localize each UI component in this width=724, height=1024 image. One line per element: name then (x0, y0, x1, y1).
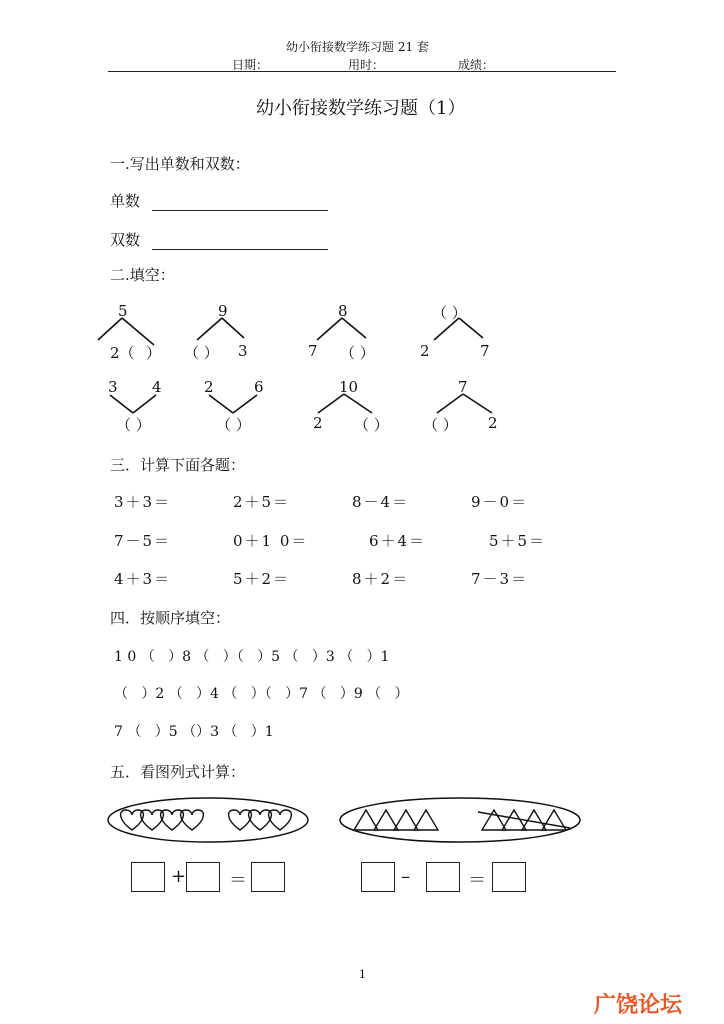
page-title: 幼小衔接数学练习题（1） (256, 98, 466, 119)
calc-r1-c3: 8－4＝ (352, 493, 410, 511)
calc-r2-c2: 0＋1 0＝ (233, 532, 309, 550)
sequence-row-1: 1 0 （ ）8 （ ）（ ）5 （ ）3 （ ）1 (114, 649, 390, 665)
tree6-left-top: 2 (204, 378, 214, 396)
heart-icon (181, 810, 204, 830)
tree8-right: 2 (488, 414, 498, 432)
tree4-top: （ ） (432, 304, 467, 322)
equals-sign-2: ＝ (468, 870, 486, 891)
page-number: 1 (359, 968, 366, 981)
tree5-left-top: 3 (108, 378, 118, 396)
tree7-left: 2 (313, 414, 323, 432)
heart-icon (269, 810, 292, 830)
tree3-top: 8 (338, 302, 348, 320)
calc-r2-c4: 5＋5＝ (489, 532, 547, 550)
minus-sign: – (401, 866, 410, 887)
answer-box-2b[interactable] (426, 862, 460, 892)
section1-title: 一.写出单数和双数： (110, 155, 250, 173)
date-label: 日期： (232, 58, 269, 72)
section4-title: 四．按顺序填空： (110, 609, 231, 627)
calc-r3-c1: 4＋3＝ (114, 570, 172, 588)
section3-title: 三．计算下面各题： (110, 456, 246, 474)
sequence-row-3: 7 （ ）5 （）3 （ ）1 (114, 724, 274, 740)
triangle-icon (374, 810, 398, 830)
tree5-bottom: （ ） (116, 416, 151, 434)
tree4-right: 7 (480, 342, 490, 360)
triangle-icon (414, 810, 438, 830)
tree7-right: （ ） (354, 416, 389, 434)
tree1-left: 2（ (110, 344, 135, 362)
score-label: 成绩： (458, 58, 495, 72)
calc-r2-c1: 7－5＝ (114, 532, 172, 550)
tree3-right: （ ） (340, 344, 375, 362)
calc-r1-c1: 3＋3＝ (114, 493, 172, 511)
tree2-left: （ ） (184, 344, 219, 362)
tree6-bottom: （ ） (216, 416, 251, 434)
answer-box-1c[interactable] (251, 862, 285, 892)
heart-icon (249, 810, 272, 830)
hearts-oval (108, 798, 308, 842)
triangles-oval (340, 798, 580, 842)
tree1-right: ） (146, 344, 162, 362)
tree3-left: 7 (308, 342, 318, 360)
heart-icon (161, 810, 184, 830)
odd-label: 单数 (110, 192, 141, 210)
section2-title: 二.填空： (110, 266, 175, 284)
hearts-group (121, 810, 292, 830)
tree8-top: 7 (458, 378, 468, 396)
triangle-icon (354, 810, 378, 830)
watermark-logo: 广饶论坛 (594, 993, 683, 1018)
triangle-icon (394, 810, 418, 830)
tree2-right: 3 (238, 342, 248, 360)
calc-r2-c3: 6＋4＝ (369, 532, 427, 550)
sequence-row-2: （ ）2 （ ）4 （ ）（ ）7 （ ）9 （ ） (114, 686, 409, 702)
triangles-group (354, 810, 570, 830)
tree7-top: 10 (339, 378, 359, 396)
answer-box-2a[interactable] (361, 862, 395, 892)
tree8-left: （ ） (423, 416, 458, 434)
header-title: 幼小衔接数学练习题 21 套 (286, 40, 429, 54)
calc-r1-c2: 2＋5＝ (233, 493, 291, 511)
answer-box-2c[interactable] (492, 862, 526, 892)
answer-box-1a[interactable] (131, 862, 165, 892)
tree5-right-top: 4 (152, 378, 162, 396)
answer-box-1b[interactable] (186, 862, 220, 892)
calc-r1-c4: 9－0＝ (471, 493, 529, 511)
heart-icon (141, 810, 164, 830)
tree6-right-top: 6 (254, 378, 264, 396)
tree1-top: 5 (118, 302, 128, 320)
heart-icon (229, 810, 252, 830)
calc-r3-c3: 8＋2＝ (352, 570, 410, 588)
tree4-left: 2 (420, 342, 430, 360)
time-label: 用时： (348, 58, 385, 72)
even-label: 双数 (110, 231, 141, 249)
calc-r3-c4: 7－3＝ (471, 570, 529, 588)
calc-r3-c2: 5＋2＝ (233, 570, 291, 588)
equals-sign-1: ＝ (229, 870, 247, 891)
heart-icon (121, 810, 144, 830)
plus-sign: + (171, 866, 187, 887)
tree2-top: 9 (218, 302, 228, 320)
section5-title: 五．看图列式计算： (110, 763, 246, 781)
